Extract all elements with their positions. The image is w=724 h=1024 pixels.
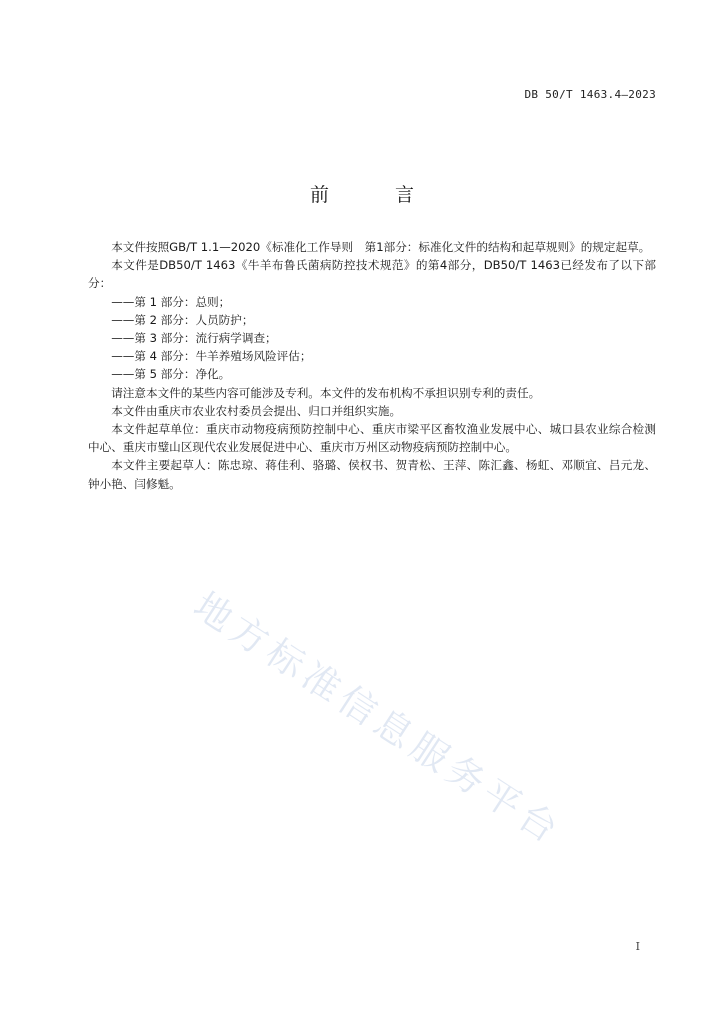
page-number: I <box>635 940 640 953</box>
foreword-body <box>88 238 656 493</box>
list-item-part-3: ——第 3 部分：流行病学调查； <box>111 331 277 346</box>
paragraph-drafting-units: 本文件起草单位：重庆市动物疫病预防控制中心、重庆市梁平区畜牧渔业发展中心、城口县农业综合检测中心、重庆市璧山区现代农业发展促进中心、重庆市万州区动物疫病预防控制中心。 <box>88 422 656 455</box>
paragraph-proposer: 本文件由重庆市农业农村委员会提出、归口并组织实施。 <box>111 403 402 418</box>
list-item-part-2: ——第 2 部分：人员防护； <box>111 312 254 327</box>
paragraph-drafters: 本文件主要起草人：陈忠琼、蒋佳利、骆璐、侯权书、贺青松、王萍、陈汇鑫、杨虹、邓顺宜、吕元龙、钟小艳、闫修魁。 <box>88 458 656 491</box>
paragraph-drafting-basis: 本文件按照GB/T 1.1—2020《标准化工作导则 第1部分：标准化文件的结构和起草规则》的规定起草。 <box>111 240 651 254</box>
list-item-part-1: ——第 1 部分：总则； <box>111 294 231 309</box>
paragraph-series-intro: 本文件是DB50/T 1463《牛羊布鲁氏菌病防控技术规范》的第4部分，DB50/T 1463已经发布了以下部分： <box>88 258 656 291</box>
watermark: 地方标准信息服务平台 <box>186 583 571 855</box>
document-code: DB 50/T 1463.4—2023 <box>524 88 656 101</box>
paragraph-patent-notice: 请注意本文件的某些内容可能涉及专利。本文件的发布机构不承担识别专利的责任。 <box>111 385 541 400</box>
page-title: 前 言 <box>309 184 445 206</box>
list-item-part-4: ——第 4 部分：牛羊养殖场风险评估； <box>111 349 312 364</box>
list-item-part-5: ——第 5 部分：净化。 <box>111 367 231 382</box>
